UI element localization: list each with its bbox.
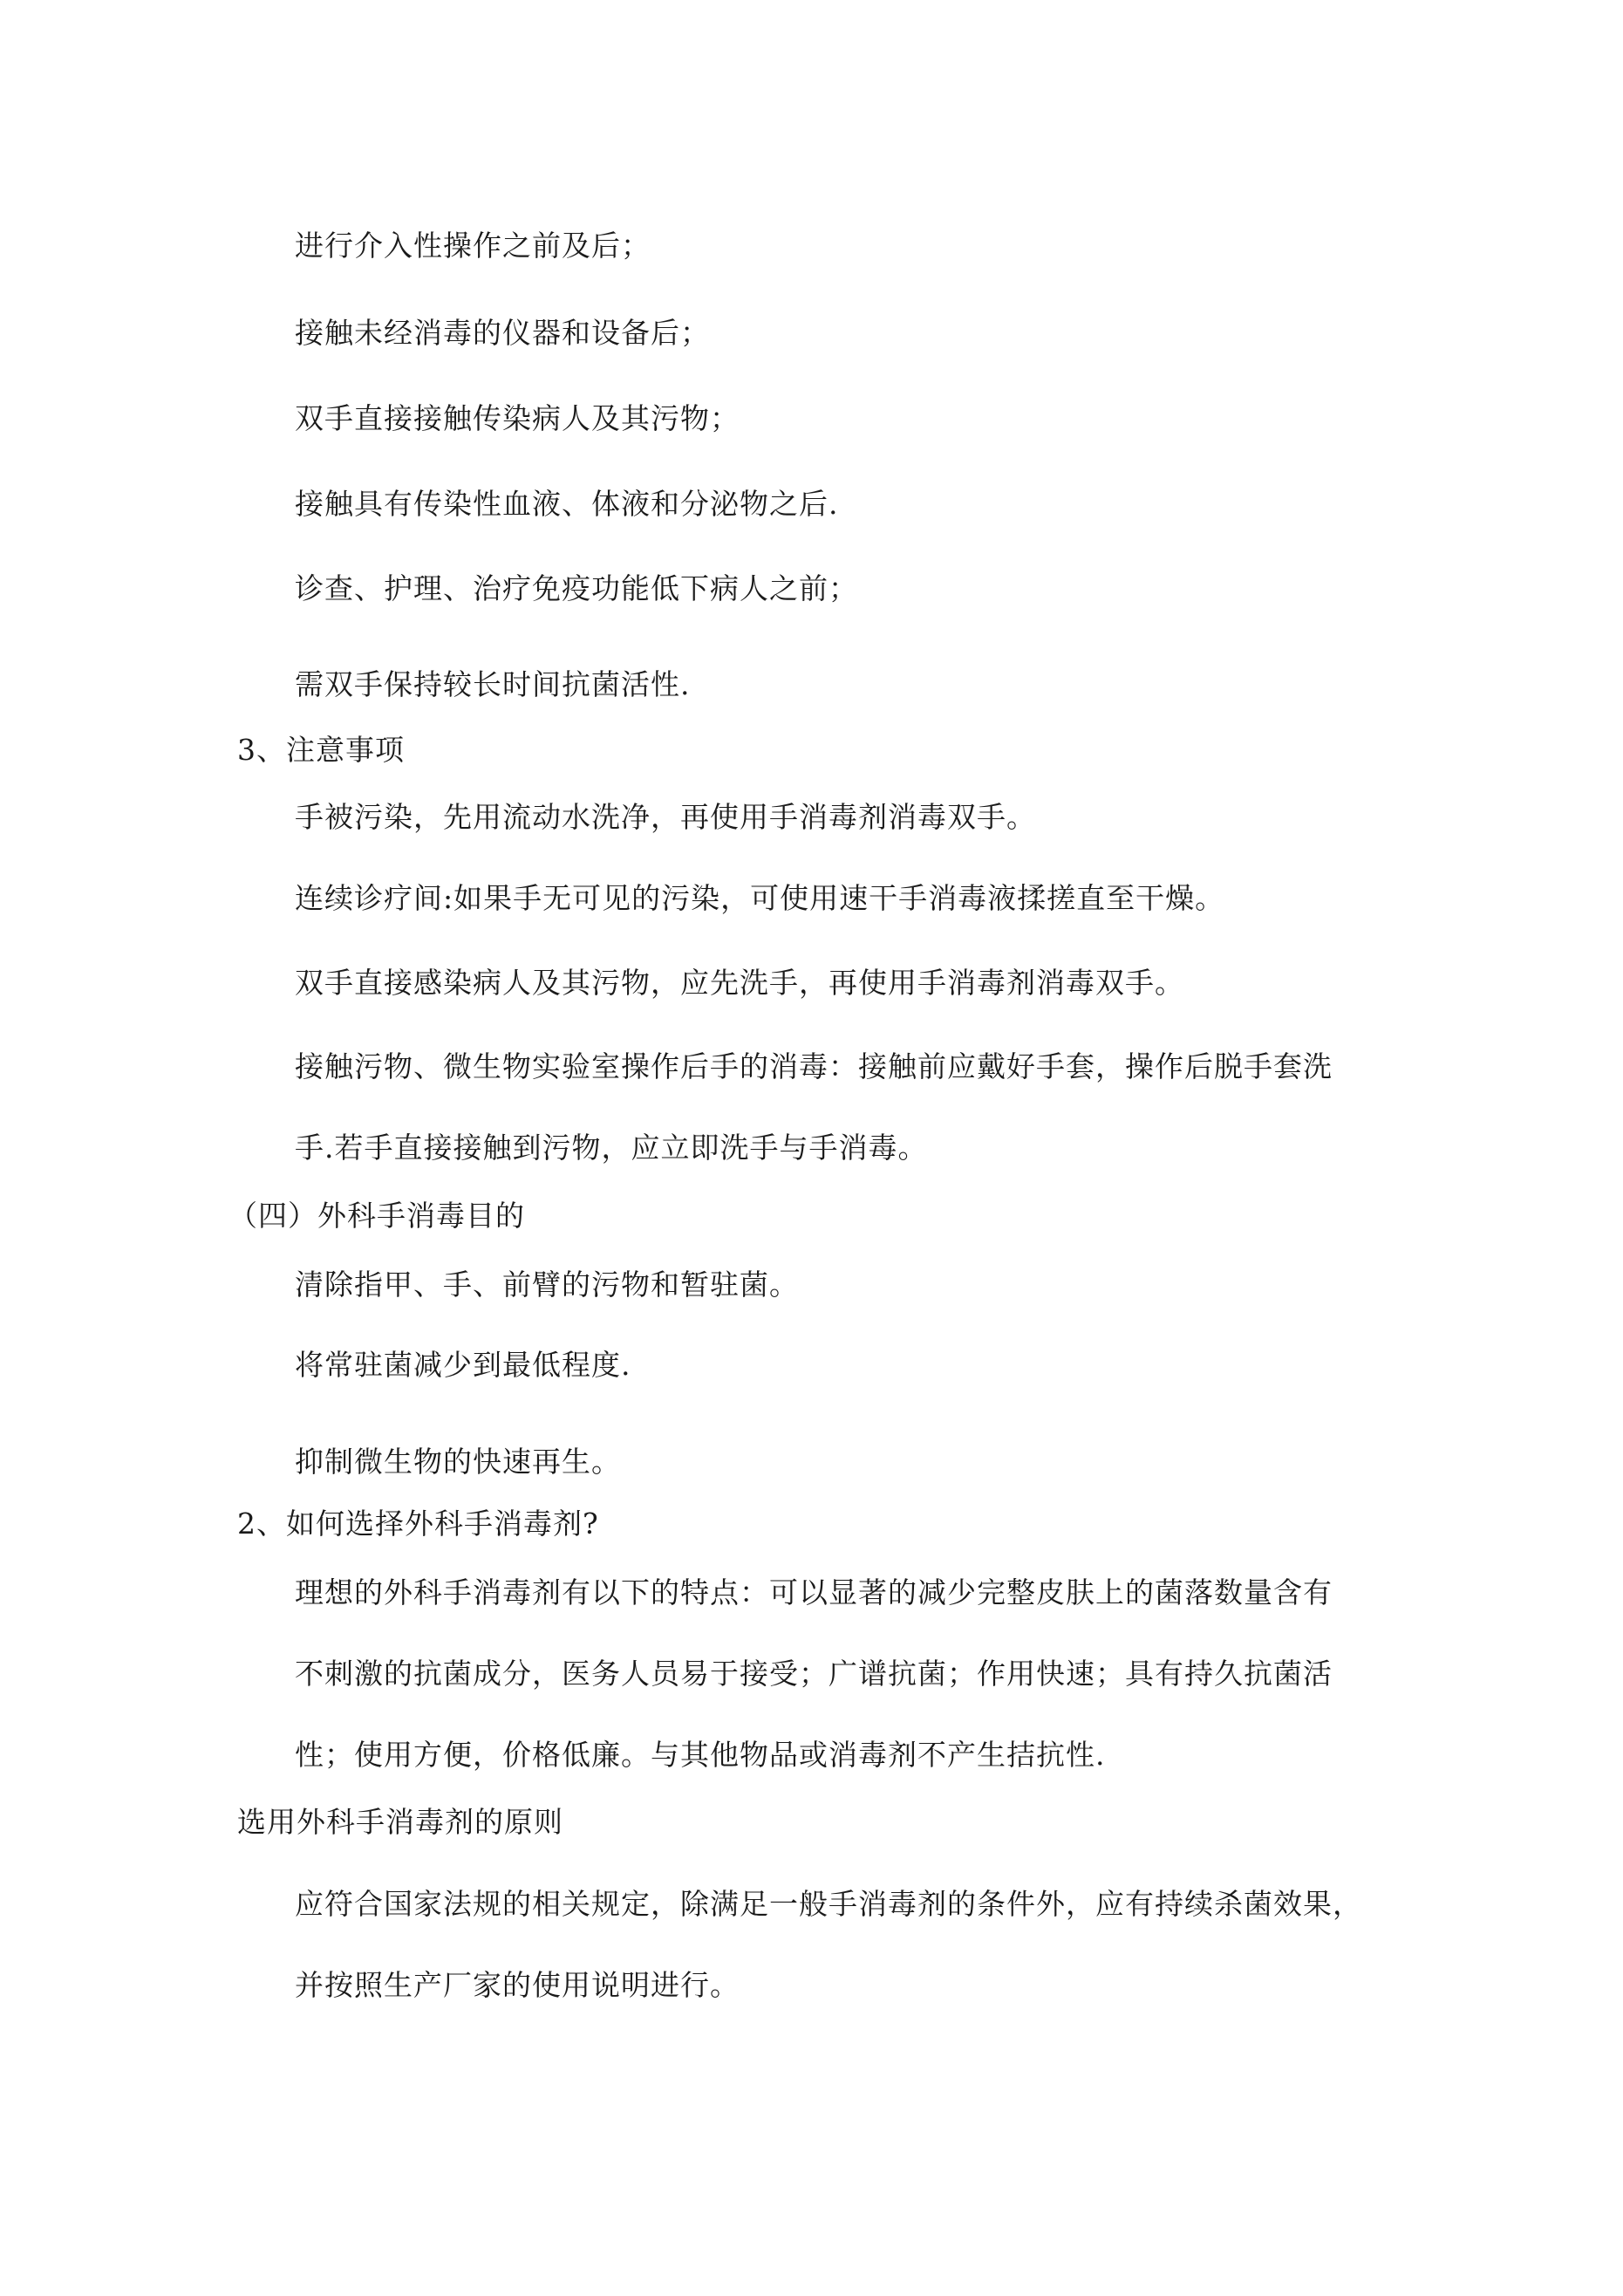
text-line: 进行介入性操作之前及后； [295,229,651,263]
text-line: 双手直接感染病人及其污物，应先洗手，再使用手消毒剂消毒双手。 [295,966,1184,1000]
text-line: 手被污染，先用流动水洗净，再使用手消毒剂消毒双手。 [295,800,1036,834]
text-line: 并按照生产厂家的使用说明进行。 [295,1968,740,2002]
text-line: 性；使用方便，价格低廉。与其他物品或消毒剂不产生拮抗性. [295,1738,1106,1772]
text-line: 应符合国家法规的相关规定，除满足一般手消毒剂的条件外，应有持续杀菌效果， [295,1887,1362,1921]
text-line: 接触污物、微生物实验室操作后手的消毒：接触前应戴好手套，操作后脱手套洗 [295,1049,1333,1083]
text-line: 抑制微生物的快速再生。 [295,1445,621,1479]
section-heading: （四）外科手消毒目的 [228,1199,525,1233]
text-line: 需双手保持较长时间抗菌活性. [295,667,691,701]
text-line: 理想的外科手消毒剂有以下的特点：可以显著的减少完整皮肤上的菌落数量含有 [295,1575,1333,1609]
text-line: 将常驻菌减少到最低程度. [295,1348,631,1382]
text-line: 清除指甲、手、前臂的污物和暂驻菌。 [295,1268,799,1302]
text-line: 手.若手直接接触到污物，应立即洗手与手消毒。 [295,1131,928,1165]
section-heading: 3、注意事项 [237,733,405,767]
text-line: 接触未经消毒的仪器和设备后； [295,316,710,350]
text-line: 连续诊疗间:如果手无可见的污染，可使用速干手消毒液揉搓直至干燥。 [295,881,1225,915]
section-heading: 选用外科手消毒剂的原则 [237,1805,563,1839]
text-line: 诊查、护理、治疗免疫功能低下病人之前； [295,571,858,605]
text-line: 不刺激的抗菌成分，医务人员易于接受；广谱抗菌；作用快速；具有持久抗菌活 [295,1657,1333,1691]
text-line: 双手直接接触传染病人及其污物； [295,401,740,435]
section-heading: 2、如何选择外科手消毒剂? [237,1507,599,1541]
text-line: 接触具有传染性血液、体液和分泌物之后. [295,487,839,521]
